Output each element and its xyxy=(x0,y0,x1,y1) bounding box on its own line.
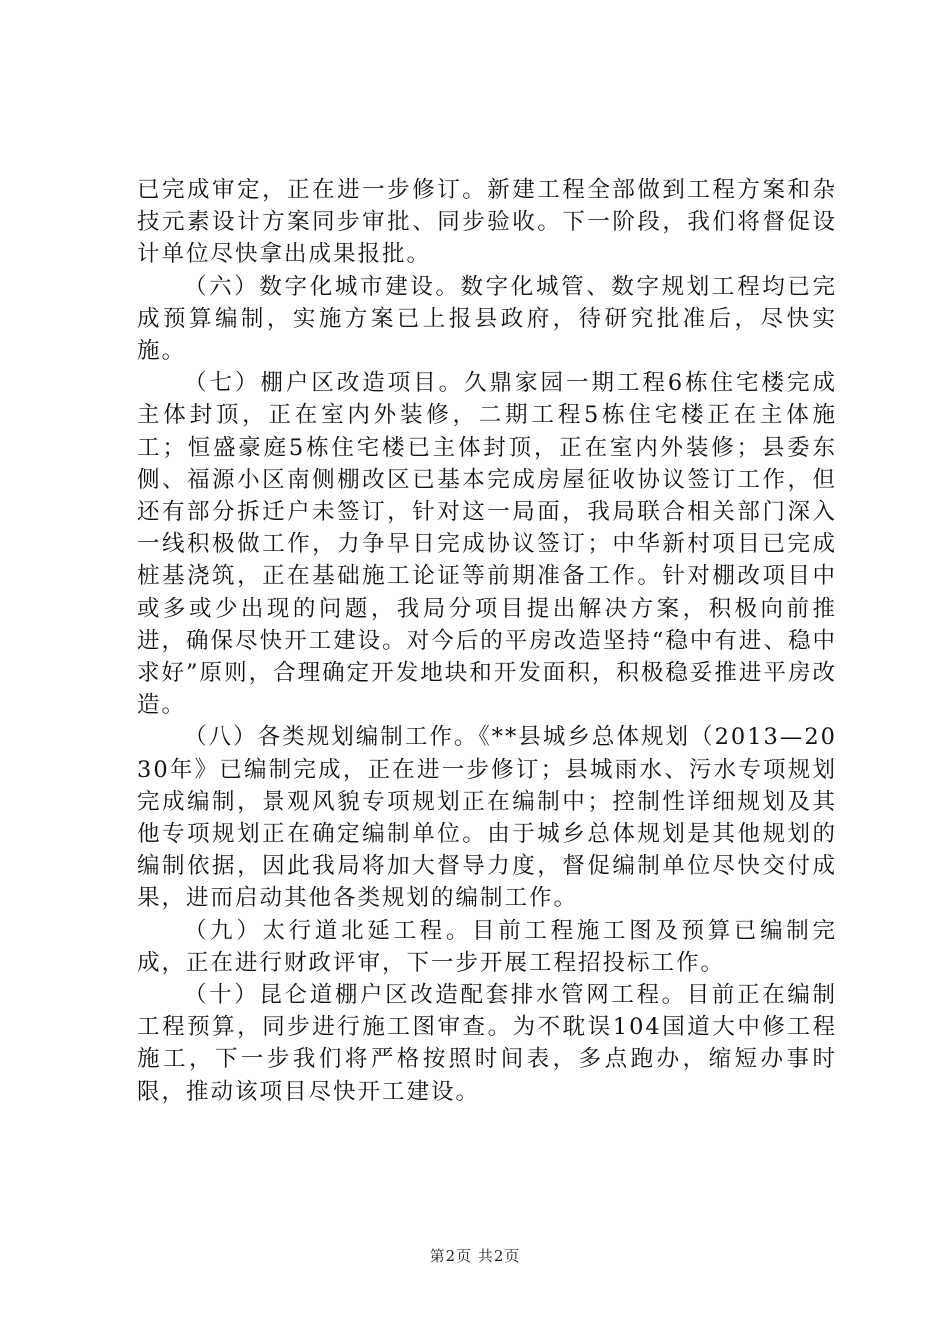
paragraph-kunlun-road: （十）昆仑道棚户区改造配套排水管网工程。目前正在编制工程预算，同步进行施工图审查。为不耽误104国道大中修工程施工，下一步我们将严格按照时间表，多点跑办，缩短办事时限，推动该项目尽快开工建设。 xyxy=(137,982,837,1105)
paragraph-continuation: 已完成审定，正在进一步修订。新建工程全部做到工程方案和杂技元素设计方案同步审批、同步验收。下一阶段，我们将督促设计单位尽快拿出成果报批。 xyxy=(137,177,837,268)
paragraph-digital-city: （六）数字化城市建设。数字化城管、数字规划工程均已完成预算编制，实施方案已上报县政府，待研究批准后，尽快实施。 xyxy=(137,273,837,365)
paragraph-planning-work: （八）各类规划编制工作。《**县城乡总体规划（2013—2030年》已编制完成，正在进一步修订；县城雨水、污水专项规划完成编制，景观风貌专项规划正在编制中；控制性详细规划及其他专项规划正在确定编制单位。由于城乡总体规划是其他规划的编制依据，因此我局将加大督导力度，督促编制单位尽快交付成果，进而启动其他各类规划的编制工作。 xyxy=(137,724,837,912)
document-body xyxy=(137,174,837,1108)
paragraph-shantytown-renovation: （七）棚户区改造项目。久鼎家园一期工程6栋住宅楼完成主体封顶，正在室内外装修，二期工程5栋住宅楼正在主体施工；恒盛豪庭5栋住宅楼已主体封顶，正在室内外装修；县委东侧、福源小区南侧棚改区已基本完成房屋征收协议签订工作，但还有部分拆迁户未签订，针对这一局面，我局联合相关部门深入一线积极做工作，力争早日完成协议签订；中华新村项目已完成桩基浇筑，正在基础施工论证等前期准备工作。针对棚改项目中或多或少出现的问题，我局分项目提出解决方案，积极向前推进，确保尽快开工建设。对今后的平房改造坚持“稳中有进、稳中求好”原则，合理确定开发地块和开发面积，积极稳妥推进平房改造。 xyxy=(137,370,837,719)
paragraph-taihang-road: （九）太行道北延工程。目前工程施工图及预算已编制完成，正在进行财政评审，下一步开展工程招投标工作。 xyxy=(137,917,837,976)
page-footer: 第2页 共2页 xyxy=(429,1247,521,1265)
